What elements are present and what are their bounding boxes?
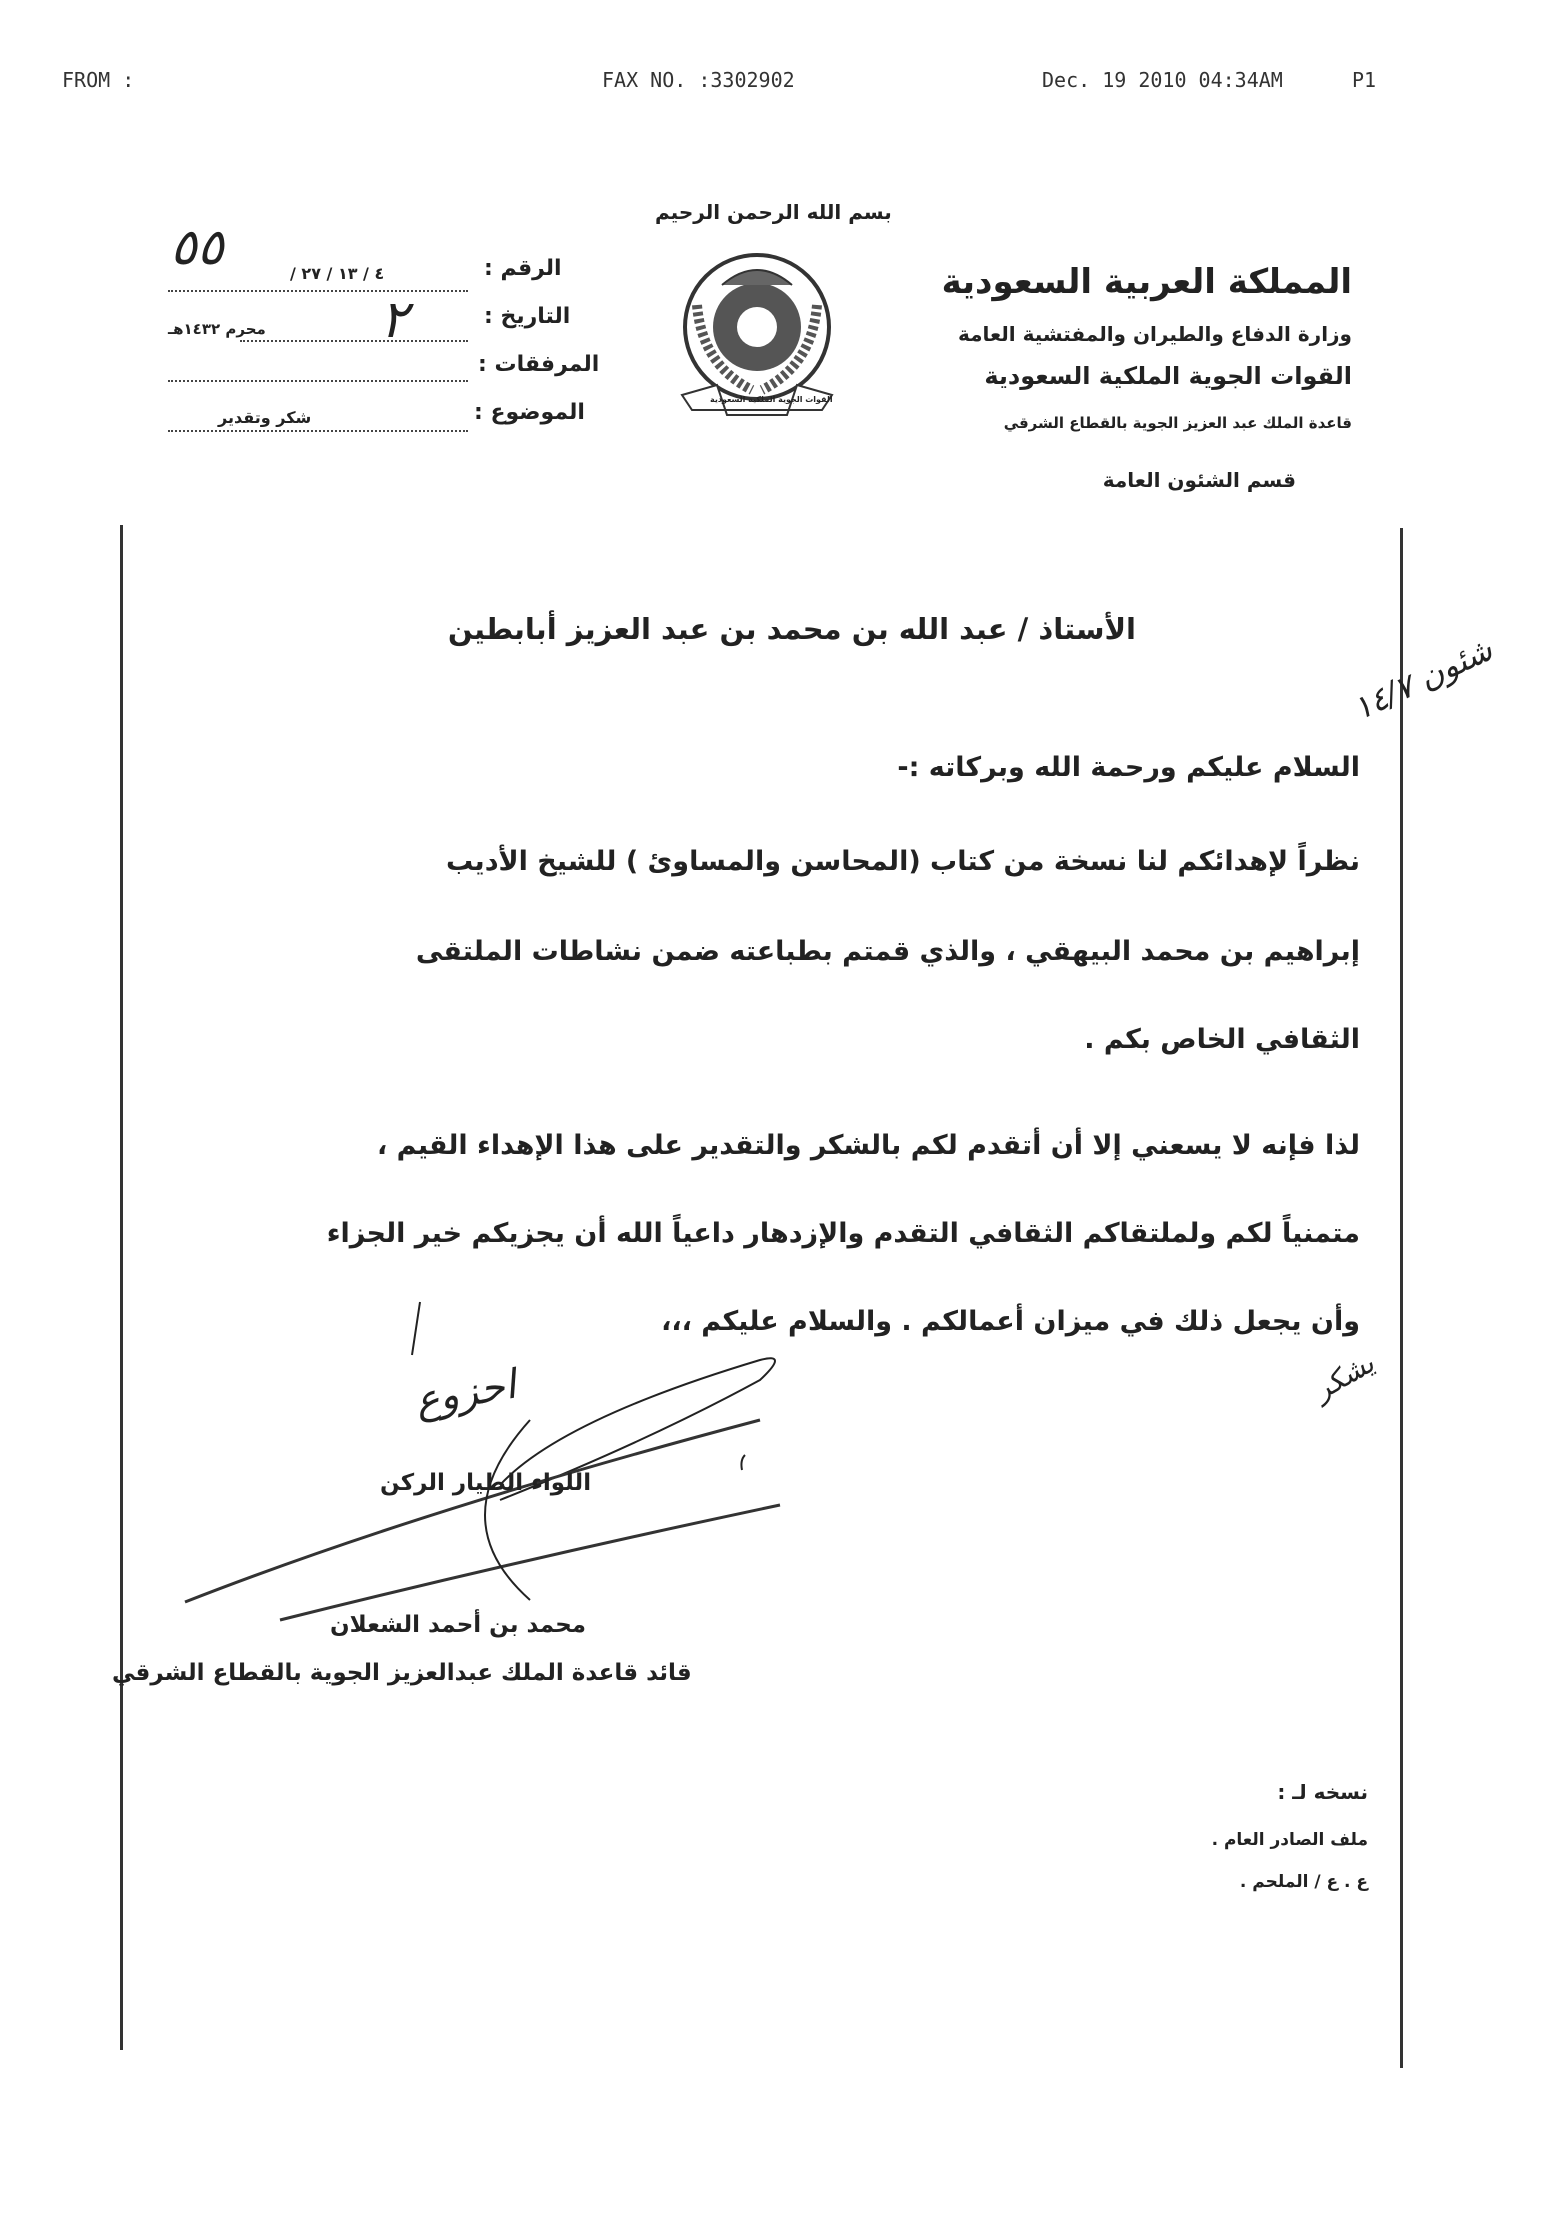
royal-saudi-air-force-emblem bbox=[662, 245, 852, 430]
signature-stroke-tick bbox=[412, 1302, 420, 1355]
left-border-rule bbox=[120, 525, 123, 2050]
paragraph2-line3: وأن يجعل ذلك في ميزان أعمالكم . والسلام عليكم ،،، bbox=[661, 1306, 1360, 1337]
paragraph1-line3: الثقافي الخاص بكم . bbox=[1084, 1024, 1360, 1055]
ref-number-handwritten: ٥٥ bbox=[170, 218, 224, 276]
ref-date-label: التاريخ : bbox=[484, 304, 571, 329]
fax-number: FAX NO. :3302902 bbox=[602, 68, 795, 92]
paragraph1-line2: إبراهيم بن محمد البيهقي ، والذي قمتم بطباعته ضمن نشاطات الملتقى bbox=[415, 936, 1360, 967]
paragraph1-line1: نظراً لإهدائكم لنا نسخة من كتاب (المحاسن والمساوئ ) للشيخ الأديب bbox=[445, 846, 1360, 877]
ref-attachments-line bbox=[168, 380, 468, 382]
ref-subject-value: شكر وتقدير bbox=[218, 408, 312, 427]
signature-stroke-hook bbox=[741, 1455, 745, 1470]
org-line-kingdom: المملكة العربية السعودية bbox=[941, 262, 1352, 302]
signature-stroke-long bbox=[185, 1420, 760, 1602]
signature-stroke-arc bbox=[485, 1420, 530, 1600]
org-line-airforce: القوات الجوية الملكية السعودية bbox=[984, 362, 1352, 390]
fax-from-label: FROM : bbox=[62, 68, 135, 92]
signature-stroke-lower bbox=[280, 1505, 780, 1620]
signatory-title: قائد قاعدة الملك عبدالعزيز الجوية بالقطاع الشرقي bbox=[112, 1660, 692, 1686]
margin-note-top: شئون ١٤/٧ bbox=[1346, 630, 1499, 728]
copy-item-general-file: ملف الصادر العام . bbox=[1211, 1830, 1368, 1850]
ref-number-line bbox=[168, 290, 468, 292]
addressee: الأستاذ / عبد الله بن محمد بن عبد العزيز أبابطين bbox=[447, 612, 1136, 646]
ref-subject-line bbox=[168, 430, 468, 432]
ref-number-value: ٤ / ١٣ / ٢٧ / bbox=[290, 264, 385, 283]
basmala: بسم الله الرحمن الرحيم bbox=[655, 200, 892, 224]
paragraph2-line2: متمنياً لكم ولملتقاكم الثقافي التقدم والإزدهار داعياً الله أن يجزيكم خير الجزاء bbox=[326, 1218, 1360, 1249]
ref-date-handwritten: ٢ bbox=[380, 290, 408, 350]
copy-item-almulhim: ع . ع / الملحم . bbox=[1239, 1872, 1368, 1892]
right-border-rule bbox=[1400, 528, 1403, 2068]
ref-subject-label: الموضوع : bbox=[474, 400, 585, 425]
signatory-name: محمد بن أحمد الشعلان bbox=[330, 1612, 587, 1638]
department-name: قسم الشئون العامة bbox=[1102, 468, 1296, 492]
paragraph2-line1: لذا فإنه لا يسعني إلا أن أتقدم لكم بالشكر والتقدير على هذا الإهداء القيم ، bbox=[376, 1130, 1360, 1161]
emblem-caption: القوات الجوية الملكية السعودية bbox=[710, 395, 833, 404]
margin-note-bottom: يشكر bbox=[1308, 1346, 1380, 1407]
copies-label: نسخه لـ : bbox=[1277, 1780, 1368, 1804]
greeting: السلام عليكم ورحمة الله وبركاته :- bbox=[897, 752, 1360, 783]
signature-handwritten-note: احزوع bbox=[411, 1361, 520, 1425]
signatory-rank: اللواء الطيار الركن bbox=[380, 1470, 592, 1496]
ref-date-value: محرم ١٤٣٢هـ bbox=[168, 320, 266, 338]
ref-attachments-label: المرفقات : bbox=[478, 352, 600, 377]
fax-page-number: P1 bbox=[1352, 68, 1377, 92]
org-line-base: قاعدة الملك عبد العزيز الجوية بالقطاع الشرقي bbox=[1003, 414, 1352, 432]
fax-header bbox=[0, 68, 1568, 98]
ref-date-line bbox=[240, 340, 468, 342]
ref-number-label: الرقم : bbox=[484, 256, 562, 281]
fax-timestamp: Dec. 19 2010 04:34AM bbox=[1042, 68, 1283, 92]
org-line-ministry: وزارة الدفاع والطيران والمفتشية العامة bbox=[957, 322, 1352, 346]
